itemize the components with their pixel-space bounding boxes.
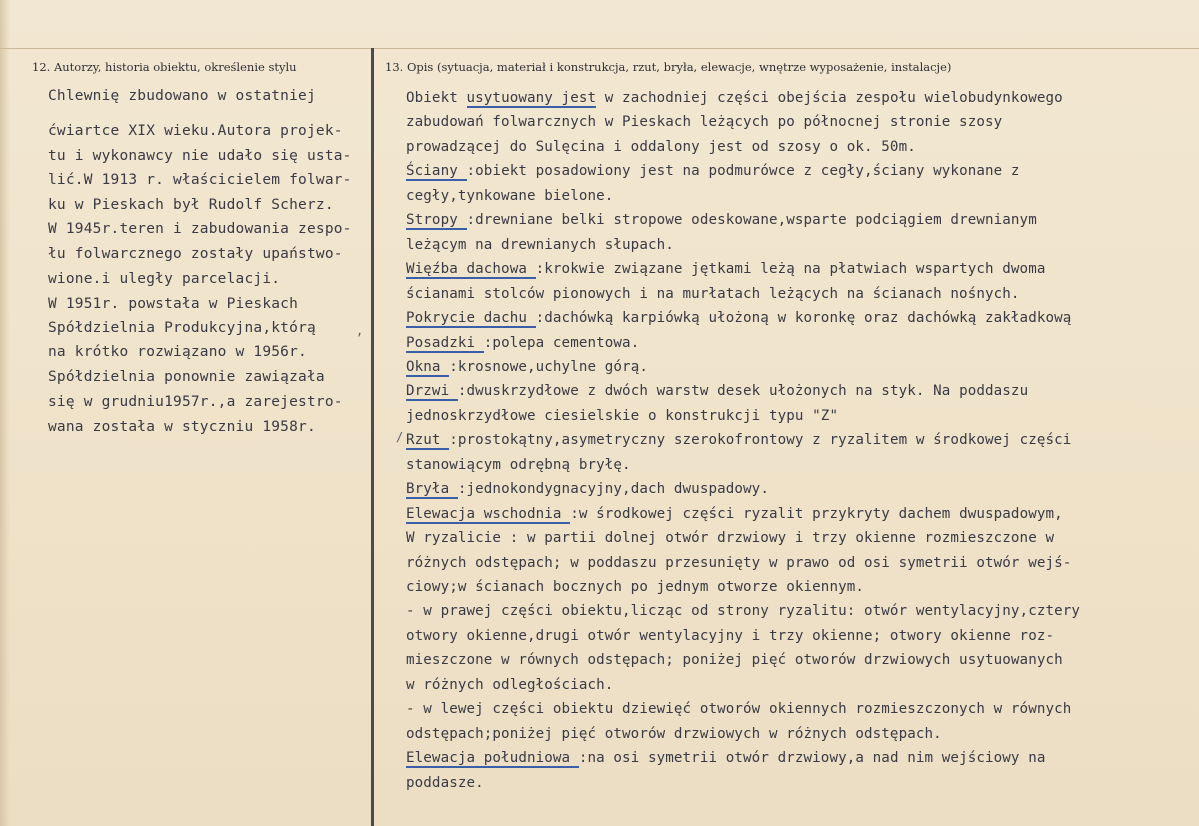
underlined-phrase: usytuowany jest <box>466 90 597 106</box>
pencil-mark-icon: , <box>356 324 364 338</box>
description-line <box>406 677 613 693</box>
history-line: ku w Pieskach był Rudolf Scherz. <box>48 197 334 213</box>
description-line <box>406 188 613 204</box>
line-text: różnych odstępach; w poddaszu przesunięty w prawo od osi symetrii otwór wejś- <box>406 555 1072 571</box>
line-text: :drewniane belki stropowe odeskowane,wsparte podciągiem drewnianym <box>466 212 1037 228</box>
description-line <box>406 359 648 375</box>
description-line <box>406 335 639 351</box>
section-label: Stropy <box>406 212 467 228</box>
description-line <box>406 555 1071 571</box>
pencil-tick-icon: / <box>396 430 404 444</box>
history-line: wana została w styczniu 1958r. <box>48 419 316 435</box>
line-text: w zachodniej części obejścia zespołu wielobudynkowego <box>596 90 1063 106</box>
line-text: otwory okienne,drugi otwór wentylacyjny i trzy okienne; otwory okienne roz- <box>406 628 1055 644</box>
line-text: prowadzącej do Sulęcina i oddalony jest od szosy o ok. 50m. <box>406 139 916 155</box>
line-text: cegły,tynkowane bielone. <box>406 188 614 204</box>
section-label: Drzwi <box>406 383 458 399</box>
description-line <box>406 775 484 791</box>
description-line <box>406 408 838 424</box>
description-line <box>406 628 1054 644</box>
description-line <box>406 579 864 595</box>
section-13-header: 13. Opis (sytuacja, materiał i konstrukcja, rzut, bryła, elewacje, wnętrze wyposażenie, instalacje) <box>385 60 952 74</box>
description-line <box>406 652 1063 668</box>
description-line <box>406 90 1063 106</box>
line-text: poddasze. <box>406 775 484 791</box>
history-line: ćwiartce XIX wieku.Autora projek- <box>48 123 343 139</box>
description-line <box>406 212 1037 228</box>
line-text: :polepa cementowa. <box>483 335 640 351</box>
section-label: Ściany <box>406 163 467 179</box>
section-label: Rzut <box>406 432 450 448</box>
description-line <box>406 481 769 497</box>
description-line <box>406 457 631 473</box>
line-text: :w środkowej części ryzalit przykryty dachem dwuspadowym, <box>570 506 1063 522</box>
line-text: :na osi symetrii otwór drzwiowy,a nad nim wejściowy na <box>578 750 1046 766</box>
line-text: :jednokondygnacyjny,dach dwuspadowy. <box>457 481 769 497</box>
line-text: :obiekt posadowiony jest na podmurówce z cegły,ściany wykonane z <box>466 163 1020 179</box>
description-line <box>406 237 674 253</box>
description-line <box>406 163 1020 179</box>
description-line <box>406 530 1054 546</box>
section-label: Posadzki <box>406 335 484 351</box>
description-line <box>406 603 1080 619</box>
line-text: mieszczone w równych odstępach; poniżej pięć otworów drzwiowych usytuowanych <box>406 652 1063 668</box>
history-line: lić.W 1913 r. właścicielem folwar- <box>48 172 352 188</box>
description-line <box>406 139 916 155</box>
page-edge-shadow <box>0 0 10 826</box>
description-line <box>406 114 1002 130</box>
line-text: w różnych odległościach. <box>406 677 614 693</box>
section-label: Okna <box>406 359 450 375</box>
history-line: wione.i uległy parcelacji. <box>48 271 281 287</box>
description-line <box>406 506 1063 522</box>
section-label: Pokrycie dachu <box>406 310 536 326</box>
history-line: Chlewnię zbudowano w ostatniej <box>48 88 316 104</box>
description-line <box>406 701 1071 717</box>
description-line <box>406 726 942 742</box>
section-label: Bryła <box>406 481 458 497</box>
description-line <box>406 750 1046 766</box>
history-line: się w grudniu1957r.,a zarejestro- <box>48 394 343 410</box>
history-line: łu folwarcznego zostały upaństwo- <box>48 246 343 262</box>
line-text: - w lewej części obiektu dziewięć otworów okiennych rozmieszczonych w równych <box>406 701 1072 717</box>
line-text: ścianami stolców pionowych i na murłatach leżących na ścianach nośnych. <box>406 286 1020 302</box>
history-line: W 1945r.teren i zabudowania zespo- <box>48 221 352 237</box>
line-text: zabudowań folwarcznych w Pieskach leżących po północnej stronie szosy <box>406 114 1003 130</box>
line-text: leżącym na drewnianych słupach. <box>406 237 674 253</box>
description-line <box>406 261 1045 277</box>
history-line: Spółdzielnia ponownie zawiązała <box>48 369 325 385</box>
line-text: jednoskrzydłowe ciesielskie o konstrukcji typu "Z" <box>406 408 839 424</box>
line-text: ciowy;w ścianach bocznych po jednym otworze okiennym. <box>406 579 865 595</box>
line-text: :dachówką karpiówką ułożoną w koronkę oraz dachówką zakładkową <box>535 310 1072 326</box>
line-text: - w prawej części obiektu,licząc od strony ryzalitu: otwór wentylacyjny,cztery <box>406 603 1081 619</box>
line-text: stanowiącym odrębną bryłę. <box>406 457 631 473</box>
line-text: :dwuskrzydłowe z dwóch warstw desek ułożonych na styk. Na poddaszu <box>457 383 1029 399</box>
history-line: na krótko rozwiązano w 1956r. <box>48 344 307 360</box>
line-text: W ryzalicie : w partii dolnej otwór drzwiowy i trzy okienne rozmieszczone w <box>406 530 1055 546</box>
description-line <box>406 310 1071 326</box>
description-line <box>406 383 1028 399</box>
history-line: W 1951r. powstała w Pieskach <box>48 296 299 312</box>
description-line <box>406 432 1071 448</box>
description-line <box>406 286 1020 302</box>
line-text: Obiekt <box>406 90 467 106</box>
column-divider <box>371 48 374 826</box>
header-rule <box>0 48 1199 49</box>
section-label: Elewacja południowa <box>406 750 579 766</box>
history-line: Spółdzielnia Produkcyjna,którą <box>48 320 316 336</box>
section-12-header: 12. Autorzy, historia obiektu, określenie stylu <box>32 60 297 74</box>
section-label: Więźba dachowa <box>406 261 536 277</box>
line-text: :krokwie związane jętkami leżą na płatwiach wspartych dwoma <box>535 261 1046 277</box>
line-text: :prostokątny,asymetryczny szerokofrontowy z ryzalitem w środkowej części <box>449 432 1072 448</box>
line-text: :krosnowe,uchylne górą. <box>449 359 648 375</box>
section-label: Elewacja wschodnia <box>406 506 571 522</box>
line-text: odstępach;poniżej pięć otworów drzwiowych w różnych odstępach. <box>406 726 942 742</box>
history-line: tu i wykonawcy nie udało się usta- <box>48 148 352 164</box>
